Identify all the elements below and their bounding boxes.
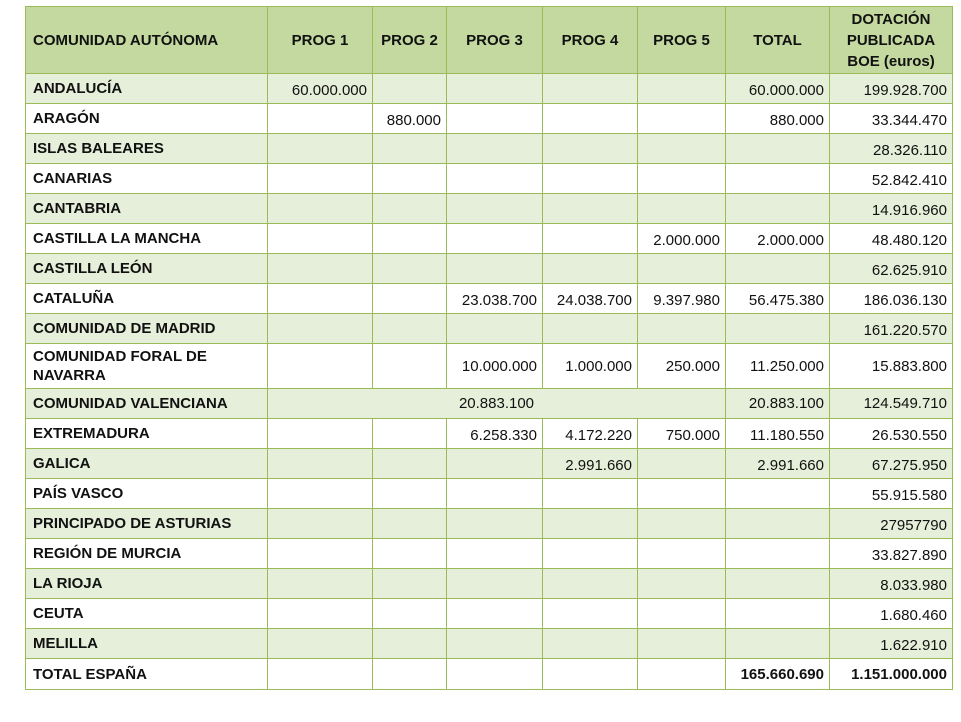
cell-total: 2.000.000 bbox=[726, 224, 830, 254]
cell-prog3 bbox=[447, 569, 543, 599]
header-prog1: PROG 1 bbox=[268, 7, 373, 74]
cell-prog1 bbox=[268, 164, 373, 194]
cell-prog3 bbox=[447, 314, 543, 344]
cell-prog4 bbox=[543, 104, 638, 134]
cell-prog4: 1.000.000 bbox=[543, 344, 638, 389]
row-name: COMUNIDAD VALENCIANA bbox=[26, 389, 268, 419]
cell-dotacion: 33.344.470 bbox=[830, 104, 953, 134]
cell-total: 56.475.380 bbox=[726, 284, 830, 314]
cell-prog5 bbox=[638, 479, 726, 509]
cell-prog3 bbox=[447, 224, 543, 254]
cell-prog4: 24.038.700 bbox=[543, 284, 638, 314]
cell-total bbox=[726, 314, 830, 344]
cell-prog1 bbox=[268, 659, 373, 690]
table-row bbox=[26, 344, 953, 389]
table-row bbox=[26, 539, 953, 569]
table-container bbox=[25, 6, 953, 690]
header-prog5: PROG 5 bbox=[638, 7, 726, 74]
cell-prog3 bbox=[447, 194, 543, 224]
cell-prog3 bbox=[447, 599, 543, 629]
cell-prog5: 250.000 bbox=[638, 344, 726, 389]
cell-prog3 bbox=[447, 164, 543, 194]
cell-prog4 bbox=[543, 314, 638, 344]
cell-prog1 bbox=[268, 479, 373, 509]
cell-total bbox=[726, 254, 830, 284]
cell-prog2 bbox=[373, 479, 447, 509]
cell-prog1 bbox=[268, 629, 373, 659]
cell-total: 20.883.100 bbox=[726, 389, 830, 419]
row-name: PAÍS VASCO bbox=[26, 479, 268, 509]
cell-dotacion: 55.915.580 bbox=[830, 479, 953, 509]
table-row bbox=[26, 389, 953, 419]
cell-prog2 bbox=[373, 254, 447, 284]
table-row bbox=[26, 104, 953, 134]
cell-prog5 bbox=[638, 659, 726, 690]
row-name: CANARIAS bbox=[26, 164, 268, 194]
cell-prog3 bbox=[447, 539, 543, 569]
row-name: ISLAS BALEARES bbox=[26, 134, 268, 164]
cell-prog5 bbox=[638, 539, 726, 569]
table-row bbox=[26, 419, 953, 449]
table-row bbox=[26, 134, 953, 164]
header-row bbox=[26, 7, 953, 74]
cell-prog2 bbox=[373, 659, 447, 690]
cell-prog3 bbox=[447, 254, 543, 284]
cell-prog1 bbox=[268, 539, 373, 569]
cell-prog2 bbox=[373, 134, 447, 164]
cell-prog4 bbox=[543, 569, 638, 599]
cell-prog4 bbox=[543, 134, 638, 164]
cell-total: 880.000 bbox=[726, 104, 830, 134]
cell-prog2 bbox=[373, 74, 447, 104]
cell-total bbox=[726, 164, 830, 194]
cell-prog2 bbox=[373, 569, 447, 599]
cell-prog5: 750.000 bbox=[638, 419, 726, 449]
cell-prog2 bbox=[373, 509, 447, 539]
cell-prog4 bbox=[543, 164, 638, 194]
row-name: COMUNIDAD DE MADRID bbox=[26, 314, 268, 344]
cell-prog-merged: 20.883.100 bbox=[268, 389, 726, 419]
cell-prog2 bbox=[373, 449, 447, 479]
cell-dotacion: 8.033.980 bbox=[830, 569, 953, 599]
cell-prog3 bbox=[447, 449, 543, 479]
cell-dotacion: 161.220.570 bbox=[830, 314, 953, 344]
cell-dotacion: 28.326.110 bbox=[830, 134, 953, 164]
cell-dotacion-sum: 1.151.000.000 bbox=[830, 659, 953, 690]
header-total: TOTAL bbox=[726, 7, 830, 74]
cell-total: 60.000.000 bbox=[726, 74, 830, 104]
cell-prog1 bbox=[268, 254, 373, 284]
cell-dotacion: 14.916.960 bbox=[830, 194, 953, 224]
cell-total bbox=[726, 509, 830, 539]
row-name: CASTILLA LEÓN bbox=[26, 254, 268, 284]
cell-prog5 bbox=[638, 164, 726, 194]
cell-dotacion: 199.928.700 bbox=[830, 74, 953, 104]
cell-prog1 bbox=[268, 419, 373, 449]
cell-total: 11.250.000 bbox=[726, 344, 830, 389]
cell-prog1 bbox=[268, 224, 373, 254]
cell-prog5: 2.000.000 bbox=[638, 224, 726, 254]
cell-prog1 bbox=[268, 134, 373, 164]
cell-dotacion: 124.549.710 bbox=[830, 389, 953, 419]
cell-dotacion: 1.680.460 bbox=[830, 599, 953, 629]
cell-prog5 bbox=[638, 314, 726, 344]
table-row bbox=[26, 284, 953, 314]
row-name: ANDALUCÍA bbox=[26, 74, 268, 104]
cell-prog4: 4.172.220 bbox=[543, 419, 638, 449]
cell-prog4 bbox=[543, 254, 638, 284]
cell-prog1 bbox=[268, 509, 373, 539]
cell-prog5: 9.397.980 bbox=[638, 284, 726, 314]
cell-dotacion: 33.827.890 bbox=[830, 539, 953, 569]
header-prog4: PROG 4 bbox=[543, 7, 638, 74]
cell-total bbox=[726, 569, 830, 599]
row-name: MELILLA bbox=[26, 629, 268, 659]
cell-total bbox=[726, 539, 830, 569]
cell-prog2 bbox=[373, 344, 447, 389]
table-row bbox=[26, 164, 953, 194]
cell-prog5 bbox=[638, 254, 726, 284]
cell-prog3 bbox=[447, 479, 543, 509]
cell-prog4 bbox=[543, 509, 638, 539]
cell-dotacion: 52.842.410 bbox=[830, 164, 953, 194]
cell-prog5 bbox=[638, 194, 726, 224]
cell-dotacion: 48.480.120 bbox=[830, 224, 953, 254]
cell-prog4 bbox=[543, 629, 638, 659]
table-row bbox=[26, 629, 953, 659]
row-name: COMUNIDAD FORAL DE NAVARRA bbox=[26, 344, 268, 389]
cell-prog3 bbox=[447, 134, 543, 164]
cell-prog5 bbox=[638, 449, 726, 479]
cell-total: 11.180.550 bbox=[726, 419, 830, 449]
cell-total bbox=[726, 599, 830, 629]
row-name: ARAGÓN bbox=[26, 104, 268, 134]
table-row bbox=[26, 194, 953, 224]
table-row bbox=[26, 449, 953, 479]
cell-prog2 bbox=[373, 314, 447, 344]
header-prog3: PROG 3 bbox=[447, 7, 543, 74]
cell-prog4 bbox=[543, 479, 638, 509]
cell-prog4 bbox=[543, 74, 638, 104]
table-row bbox=[26, 479, 953, 509]
cell-total: 2.991.660 bbox=[726, 449, 830, 479]
header-prog2: PROG 2 bbox=[373, 7, 447, 74]
cell-prog5 bbox=[638, 509, 726, 539]
cell-prog4 bbox=[543, 659, 638, 690]
cell-prog1 bbox=[268, 194, 373, 224]
row-name: GALICA bbox=[26, 449, 268, 479]
total-row-name: TOTAL ESPAÑA bbox=[26, 659, 268, 690]
row-name: EXTREMADURA bbox=[26, 419, 268, 449]
cell-prog2 bbox=[373, 599, 447, 629]
cell-prog3 bbox=[447, 509, 543, 539]
cell-prog1 bbox=[268, 104, 373, 134]
cell-prog3: 23.038.700 bbox=[447, 284, 543, 314]
header-dotacion: DOTACIÓN PUBLICADA BOE (euros) bbox=[830, 7, 953, 74]
cell-prog2 bbox=[373, 419, 447, 449]
cell-dotacion: 67.275.950 bbox=[830, 449, 953, 479]
cell-prog2: 880.000 bbox=[373, 104, 447, 134]
cell-dotacion: 186.036.130 bbox=[830, 284, 953, 314]
header-comunidad: COMUNIDAD AUTÓNOMA bbox=[26, 7, 268, 74]
cell-total-sum: 165.660.690 bbox=[726, 659, 830, 690]
cell-prog4 bbox=[543, 599, 638, 629]
cell-dotacion: 62.625.910 bbox=[830, 254, 953, 284]
cell-prog4: 2.991.660 bbox=[543, 449, 638, 479]
row-name: LA RIOJA bbox=[26, 569, 268, 599]
cell-prog2 bbox=[373, 194, 447, 224]
cell-prog1 bbox=[268, 344, 373, 389]
cell-dotacion: 1.622.910 bbox=[830, 629, 953, 659]
cell-prog1 bbox=[268, 284, 373, 314]
cell-prog2 bbox=[373, 629, 447, 659]
cell-dotacion: 27957790 bbox=[830, 509, 953, 539]
table-row bbox=[26, 569, 953, 599]
cell-prog3 bbox=[447, 74, 543, 104]
row-name: CASTILLA LA MANCHA bbox=[26, 224, 268, 254]
budget-table bbox=[25, 6, 953, 690]
cell-prog1: 60.000.000 bbox=[268, 74, 373, 104]
row-name: CANTABRIA bbox=[26, 194, 268, 224]
table-row bbox=[26, 224, 953, 254]
cell-total bbox=[726, 194, 830, 224]
cell-prog5 bbox=[638, 104, 726, 134]
cell-prog1 bbox=[268, 569, 373, 599]
cell-prog3 bbox=[447, 629, 543, 659]
cell-prog3: 6.258.330 bbox=[447, 419, 543, 449]
cell-prog5 bbox=[638, 74, 726, 104]
cell-prog2 bbox=[373, 539, 447, 569]
cell-prog4 bbox=[543, 224, 638, 254]
cell-prog3 bbox=[447, 104, 543, 134]
table-row bbox=[26, 509, 953, 539]
cell-prog4 bbox=[543, 539, 638, 569]
row-name: REGIÓN DE MURCIA bbox=[26, 539, 268, 569]
cell-prog3 bbox=[447, 659, 543, 690]
cell-prog1 bbox=[268, 599, 373, 629]
row-name: CATALUÑA bbox=[26, 284, 268, 314]
cell-prog5 bbox=[638, 134, 726, 164]
cell-prog1 bbox=[268, 449, 373, 479]
cell-prog2 bbox=[373, 164, 447, 194]
cell-prog5 bbox=[638, 629, 726, 659]
table-row bbox=[26, 599, 953, 629]
table-row bbox=[26, 314, 953, 344]
cell-prog4 bbox=[543, 194, 638, 224]
cell-total bbox=[726, 134, 830, 164]
cell-total bbox=[726, 629, 830, 659]
cell-prog1 bbox=[268, 314, 373, 344]
cell-prog5 bbox=[638, 599, 726, 629]
cell-prog2 bbox=[373, 284, 447, 314]
cell-dotacion: 15.883.800 bbox=[830, 344, 953, 389]
cell-prog2 bbox=[373, 224, 447, 254]
row-name: PRINCIPADO DE ASTURIAS bbox=[26, 509, 268, 539]
row-name: CEUTA bbox=[26, 599, 268, 629]
cell-prog3: 10.000.000 bbox=[447, 344, 543, 389]
cell-dotacion: 26.530.550 bbox=[830, 419, 953, 449]
table-row bbox=[26, 254, 953, 284]
cell-prog5 bbox=[638, 569, 726, 599]
table-row bbox=[26, 74, 953, 104]
total-row bbox=[26, 659, 953, 690]
cell-total bbox=[726, 479, 830, 509]
